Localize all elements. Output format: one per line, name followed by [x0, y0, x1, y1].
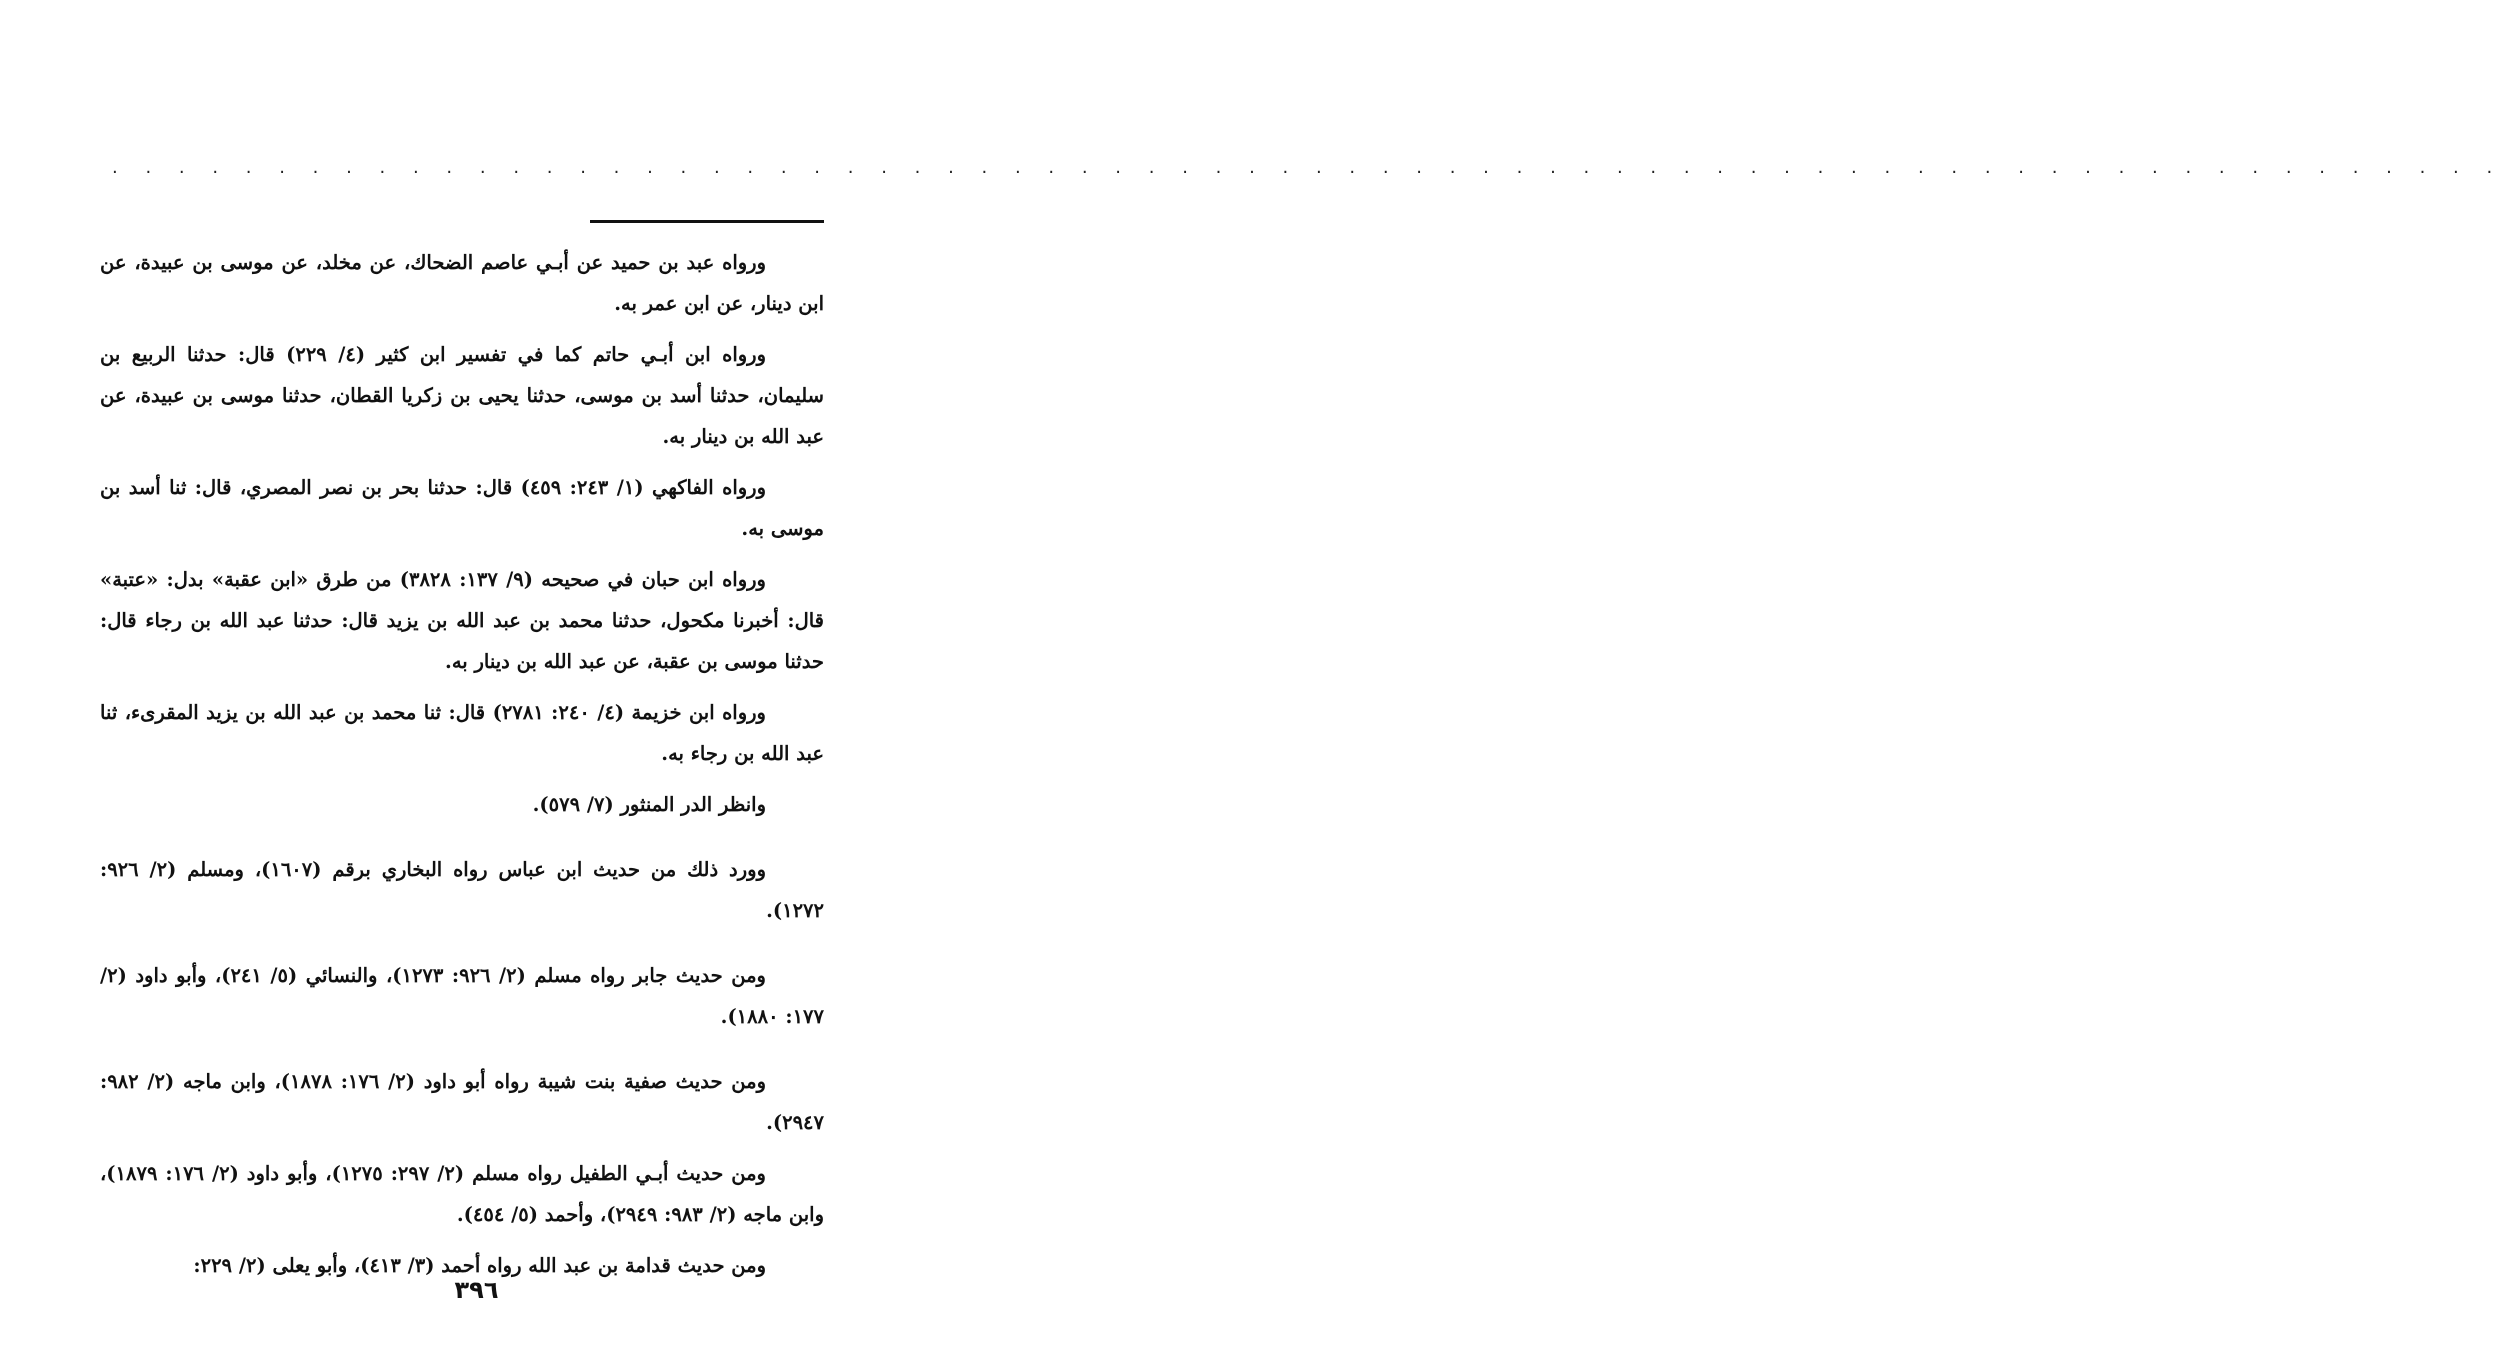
paragraph-ibn-khuzaymah: ورواه ابن خزيمة (٤/ ٢٤٠: ٢٧٨١) قال: ثنا محمد بن عبد الله بن يزيد المقرىء، ثنا عبد الله بن رجاء به.: [100, 701, 824, 765]
paragraph-qudamah: ومن حديث قدامة بن عبد الله رواه أحمد (٣/ ٤١٣)، وأبو يعلى (٢/ ٢٢٩:: [193, 1254, 766, 1277]
paragraph-abu-al-tufayl: ومن حديث أبـي الطفيل رواه مسلم (٢/ ٢٩٧: ١٢٧٥)، وأبو داود (٢/ ١٧٦: ١٨٧٩)، وابن ماجه (٢/ ٩٨٣: ٢٩٤٩)، وأحمد (٥/ ٤٥٤).: [100, 1162, 824, 1226]
paragraph-ibn-abbas: وورد ذلك من حديث ابن عباس رواه البخاري برقم (١٦٠٧)، ومسلم (٢/ ٩٢٦: ١٢٧٢).: [100, 858, 824, 922]
separator-dots: . . . . . . . . . . . . . . . . . . . . . . . . . . . . . . . . . . . . . . . . . . . . . . . . . . . . . . . . . . . . . . . . . . . . . . . .: [112, 157, 2503, 178]
paragraph-safiyyah: ومن حديث صفية بنت شيبة رواه أبو داود (٢/ ١٧٦: ١٨٧٨)، وابن ماجه (٢/ ٩٨٢: ٢٩٤٧).: [100, 1070, 824, 1134]
page-body: [100, 242, 824, 1286]
page-number: ٣٩٦: [454, 1276, 499, 1304]
paragraph-al-fakihi: ورواه الفاكهي (١/ ٢٤٣: ٤٥٩) قال: حدثنا بحر بن نصر المصري، قال: ثنا أسد بن موسى به.: [100, 476, 824, 540]
paragraph-ibn-hibban: ورواه ابن حبان في صحيحه (٩/ ١٣٧: ٣٨٢٨) من طرق «ابن عقبة» بدل: «عتبة» قال: أخبرنا مكحول، حدثنا محمد بن عبد الله بن يزيد قال: حدثنا عبد الله بن رجاء قال: حدثنا موسى بن عقبة، عن عبد الله بن دينار به.: [100, 568, 824, 673]
paragraph-abd-ibn-humayd: ورواه عبد بن حميد عن أبـي عاصم الضحاك، عن مخلد، عن موسى بن عبيدة، عن ابن دينار، عن ابن عمر به.: [100, 251, 824, 315]
paragraph-jabir: ومن حديث جابر رواه مسلم (٢/ ٩٢٦: ١٢٧٣)، والنسائي (٥/ ٢٤١)، وأبو داود (٢/ ١٧٧: ١٨٨٠).: [100, 964, 824, 1028]
paragraph-ibn-abi-hatim: ورواه ابن أبـي حاتم كما في تفسير ابن كثير (٤/ ٢٢٩) قال: حدثنا الربيع بن سليمان، حدثنا أسد بن موسى، حدثنا يحيى بن زكريا القطان، حدثنا موسى بن عبيدة، عن عبد الله بن دينار به.: [100, 343, 824, 448]
footnote-rule: [590, 220, 824, 223]
paragraph-al-durr-al-manthur: وانظر الدر المنثور (٧/ ٥٧٩).: [532, 793, 766, 816]
